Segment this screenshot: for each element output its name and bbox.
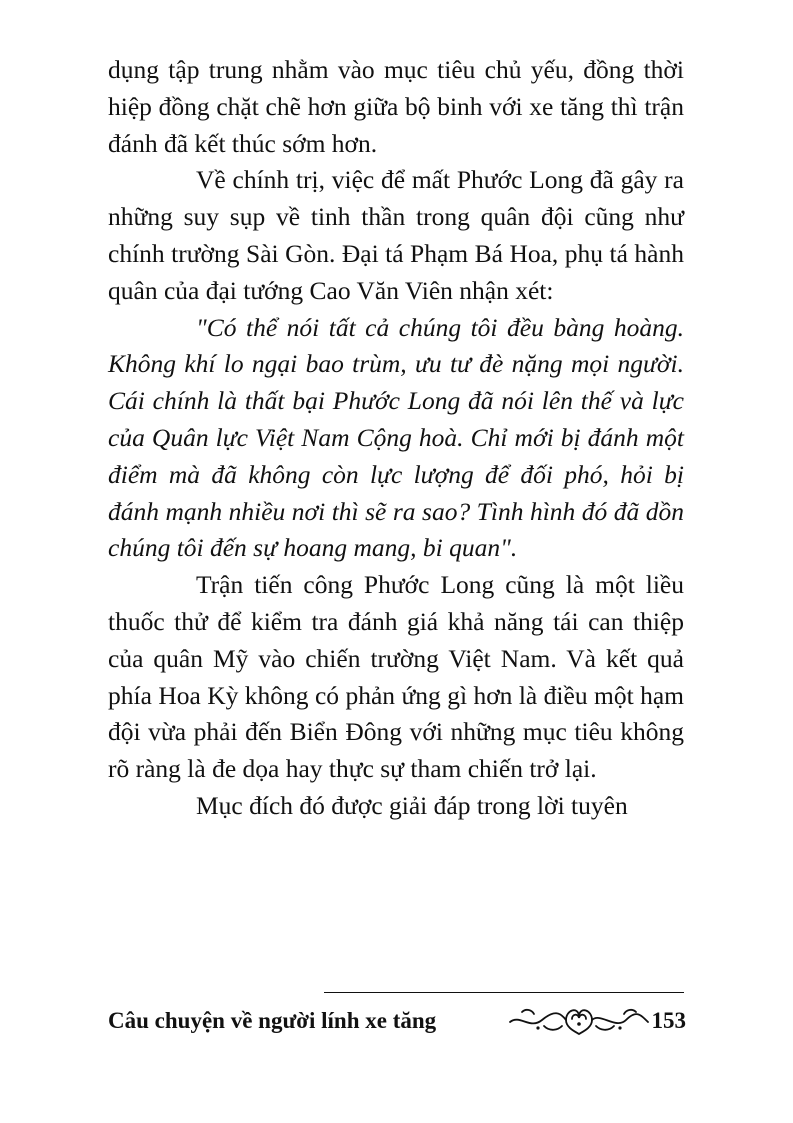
paragraph-us-reaction: Trận tiến công Phước Long cũng là một liều thuốc thử để kiểm tra đánh giá khả năng tái can thiệp của quân Mỹ vào chiến trường Việt Nam. Và kết quả phía Hoa Kỳ không có phản ứng gì hơn là điều một hạm đội vừa phải đến Biển Đông với những mục tiêu không rõ ràng là đe dọa hay thực sự tham chiến trở lại. [108, 570, 684, 784]
book-title: Câu chuyện về người lính xe tăng [108, 1008, 437, 1033]
page-footer [108, 1000, 686, 1044]
decorative-flourish-icon [508, 1002, 650, 1036]
page-number: 153 [651, 1008, 686, 1033]
paragraph-final: Mục đích đó được giải đáp trong lời tuyên [196, 790, 628, 820]
page-body [108, 52, 684, 825]
paragraph-continuation: dụng tập trung nhằm vào mục tiêu chủ yếu, đồng thời hiệp đồng chặt chẽ hơn giữa bộ binh với xe tăng thì trận đánh đã kết thúc sớm hơn. [108, 55, 684, 158]
footer-rule [324, 992, 684, 993]
quotation-paragraph: "Có thể nói tất cả chúng tôi đều bàng hoàng. Không khí lo ngại bao trùm, ưu tư đè nặng mọi người. Cái chính là thất bại Phước Long đã nói lên thế và lực của Quân lực Việt Nam Cộng hoà. Chỉ mới bị đánh một điểm mà đã không còn lực lượng để đối phó, hỏi bị đánh mạnh nhiều nơi thì sẽ ra sao? Tình hình đó đã dồn chúng tôi đến sự hoang mang, bi quan". [108, 312, 684, 563]
paragraph-politics: Về chính trị, việc để mất Phước Long đã gây ra những suy sụp về tinh thần trong quân đội cũng như chính trường Sài Gòn. Đại tá Phạm Bá Hoa, phụ tá hành quân của đại tướng Cao Văn Viên nhận xét: [108, 165, 684, 305]
